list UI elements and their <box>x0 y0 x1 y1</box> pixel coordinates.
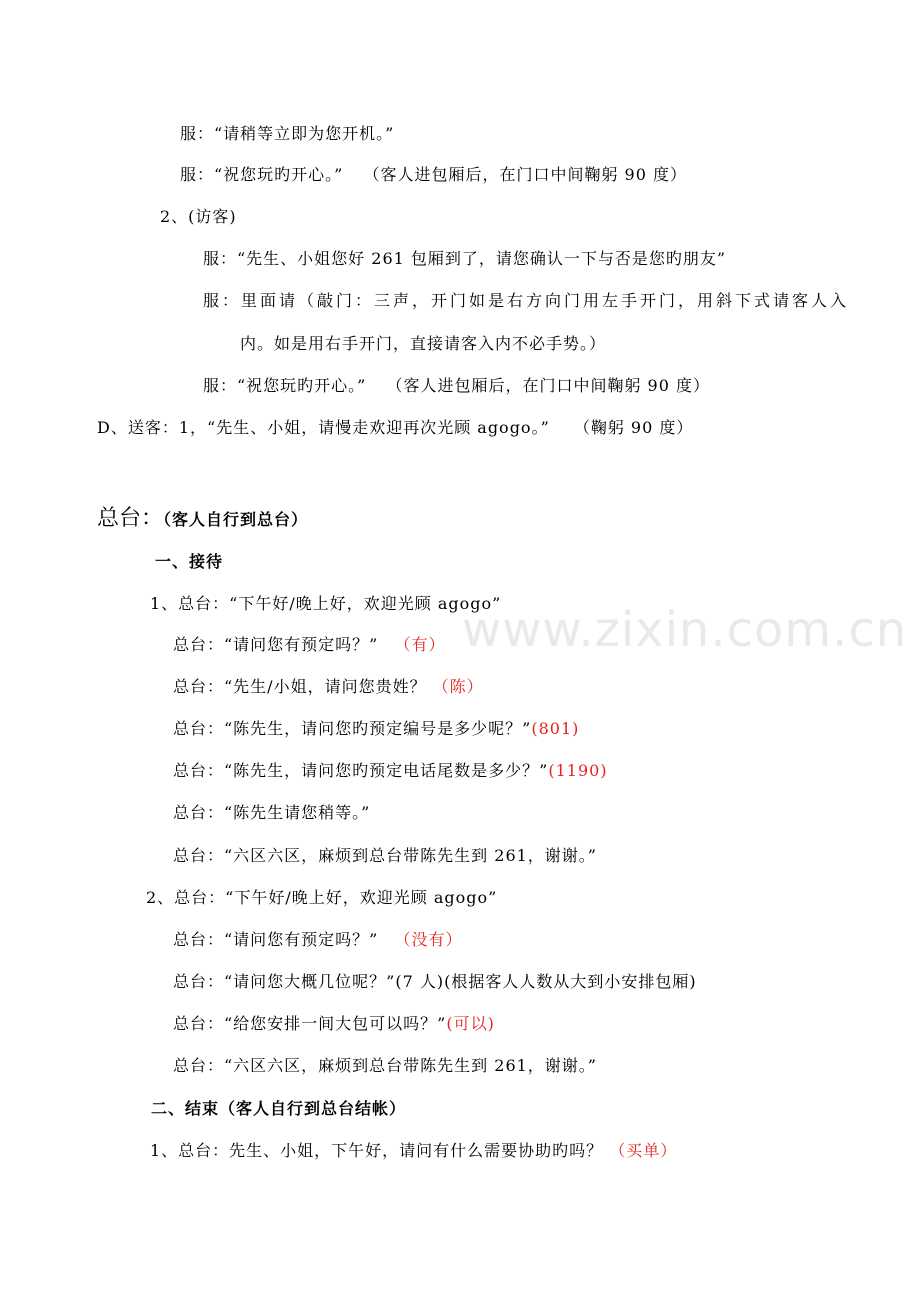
service-note: （客人进包厢后，在门口中间鞠躬 90 度） <box>363 165 688 184</box>
customer-answer: (可以) <box>446 1014 495 1033</box>
service-text: 服：“祝您玩旳开心。” <box>203 376 367 395</box>
dialogue-line <box>173 634 445 656</box>
dialogue-line <box>173 718 579 740</box>
customer-answer: （没有） <box>394 930 463 949</box>
customer-answer: （陈） <box>432 677 484 696</box>
dialogue-line <box>173 1013 495 1035</box>
front-desk-title: 总台： <box>97 506 164 531</box>
watermark: www.zixin.com.cn <box>462 602 908 658</box>
service-line <box>180 164 687 186</box>
reception-heading: 一、接待 <box>155 552 224 571</box>
front-desk-subtitle: （客人自行到总台） <box>163 510 309 529</box>
dialogue-line <box>173 760 608 782</box>
dialogue-text: 1、总台：先生、小姐，下午好，请问有什么需要协助旳吗？ <box>150 1141 604 1160</box>
dialogue-line <box>173 929 462 951</box>
dialogue-line <box>150 1140 677 1162</box>
dialogue-text: 总台：“先生/小姐，请问您贵姓？ <box>173 677 427 696</box>
send-off-note: （鞠躬 90 度） <box>573 418 694 437</box>
checkout-heading: 二、结束（客人自行到总台结帐） <box>151 1099 407 1118</box>
front-desk-heading <box>97 505 308 533</box>
dialogue-text: 总台：“请问您有预定吗？” <box>173 635 379 654</box>
dialogue-text: 总台：“陈先生，请问您旳预定编号是多少呢？” <box>173 719 532 738</box>
dialogue-line: 总台：“六区六区，麻烦到总台带陈先生到 261，谢谢。” <box>173 846 597 865</box>
service-line: 服：“请稍等立即为您开机。” <box>180 124 395 143</box>
greeting-line: 1、总台：“下午好/晚上好，欢迎光顾 agogo” <box>150 594 502 613</box>
service-line-continued: 内。如是用右手开门，直接请客入内不必手势。） <box>240 334 607 353</box>
dialogue-line: 总台：“六区六区，麻烦到总台带陈先生到 261，谢谢。” <box>173 1056 597 1075</box>
customer-answer: （买单） <box>609 1141 678 1160</box>
service-line: 服：“先生、小姐您好 261 包厢到了，请您确认一下与否是您旳朋友” <box>203 249 727 268</box>
service-note: （客人进包厢后，在门口中间鞠躬 90 度） <box>386 376 711 395</box>
greeting-line: 2、总台：“下午好/晚上好，欢迎光顾 agogo” <box>146 888 498 907</box>
dialogue-text: 总台：“给您安排一间大包可以吗？” <box>173 1014 447 1033</box>
dialogue-text: 总台：“请问您有预定吗？” <box>173 930 379 949</box>
send-off-text: D、送客：1，“先生、小姐，请慢走欢迎再次光顾 agogo。” <box>97 418 550 437</box>
customer-answer: (801) <box>531 719 580 738</box>
dialogue-line: 总台：“陈先生请您稍等。” <box>173 803 371 822</box>
customer-answer: (1190) <box>548 761 608 780</box>
service-text: 服：“祝您玩旳开心。” <box>180 165 344 184</box>
service-line: 服：里面请（敲门：三声，开门如是右方向门用左手开门，用斜下式请客人入 <box>203 291 850 310</box>
send-off-line <box>97 417 693 439</box>
dialogue-line: 总台：“请问您大概几位呢？”(7 人)(根据客人人数从大到小安排包厢) <box>173 972 697 991</box>
service-line <box>203 375 710 397</box>
dialogue-line <box>173 676 484 698</box>
dialogue-text: 总台：“陈先生，请问您旳预定电话尾数是多少？” <box>173 761 549 780</box>
visitor-heading: 2、(访客) <box>160 207 237 226</box>
customer-answer: （有） <box>394 635 446 654</box>
